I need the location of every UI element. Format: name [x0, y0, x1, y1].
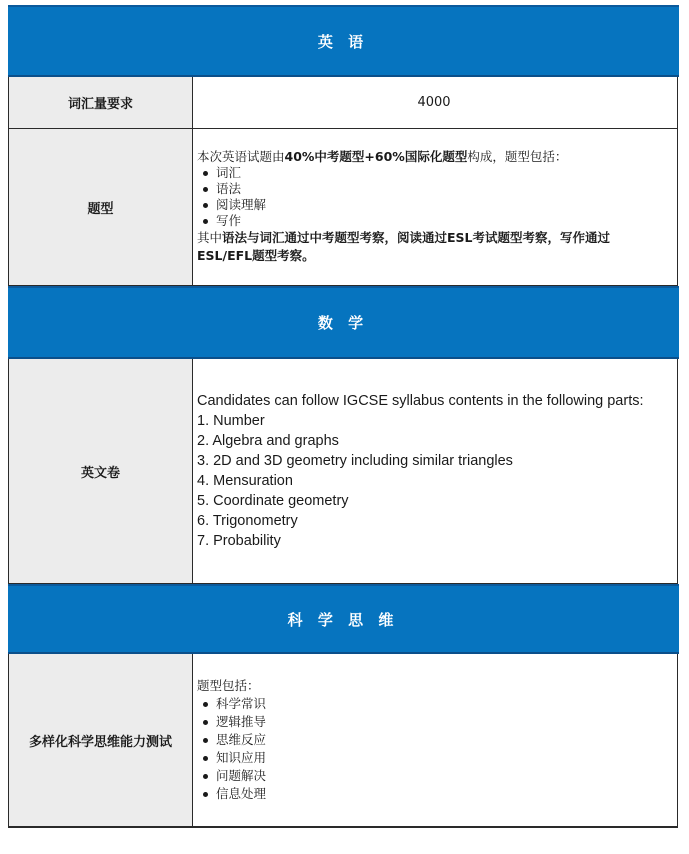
list-item-text: 逻辑推导: [216, 714, 267, 729]
row-label: 题型: [9, 129, 193, 285]
row-label: 词汇量要求: [9, 77, 193, 128]
list-item-text: 阅读理解: [216, 197, 267, 212]
list-item: [197, 213, 671, 229]
bullet-icon: [203, 187, 208, 192]
list-item-text: 语法: [216, 181, 242, 196]
list-item: [197, 695, 671, 713]
row-value: [193, 654, 677, 826]
section-header-english: [8, 5, 679, 77]
bullet-icon: [203, 738, 208, 743]
list-item: [197, 165, 671, 181]
bullet-icon: [203, 774, 208, 779]
list-item: [197, 767, 671, 785]
list-item-text: 问题解决: [216, 768, 267, 783]
vocabulary-count: 4000: [417, 95, 451, 110]
list-item: 6. Trigonometry: [197, 513, 298, 529]
row-label: 多样化科学思维能力测试: [9, 654, 193, 826]
bullet-icon: [203, 792, 208, 797]
intro-text: Candidates can follow IGCSE syllabus contents in the following parts:: [197, 393, 644, 409]
list-item-text: 词汇: [216, 165, 242, 180]
section-title: 数 学: [317, 314, 369, 332]
list-item-text: 写作: [216, 213, 242, 228]
syllabus-table: [8, 5, 678, 828]
list-item-text: 思维反应: [216, 732, 267, 747]
bullet-icon: [203, 756, 208, 761]
bullet-icon: [203, 219, 208, 224]
bullet-icon: [203, 720, 208, 725]
section-title: 科 学 思 维: [287, 610, 399, 629]
list-item: 4. Mensuration: [197, 473, 293, 489]
list-item: [197, 785, 671, 803]
list-item: 2. Algebra and graphs: [197, 433, 339, 449]
section-header-math: [8, 286, 679, 359]
section-title: 英 语: [317, 32, 369, 51]
note-bold-line-1: 语法与词汇通过中考题型考察，阅读通过ESL考试题型考察，写作通过: [222, 230, 611, 245]
row-value: [193, 129, 677, 285]
note-prefix: 其中: [197, 230, 223, 245]
list-item-text: 知识应用: [216, 750, 267, 765]
table-row-science-test: [9, 654, 677, 826]
bullet-icon: [203, 203, 208, 208]
list-item: 3. 2D and 3D geometry including similar triangles: [197, 453, 513, 469]
table-row-question-types: [9, 129, 677, 286]
intro-text: 题型包括：: [197, 678, 260, 693]
note-text: [197, 229, 671, 247]
list-item-text: 科学常识: [216, 696, 267, 711]
bullet-icon: [203, 171, 208, 176]
row-value: [193, 359, 677, 583]
row-label: 英文卷: [9, 359, 193, 583]
table-row-vocabulary: [9, 77, 677, 129]
list-item: 5. Coordinate geometry: [197, 493, 349, 509]
list-item: [197, 731, 671, 749]
intro-prefix: 本次英语试题由: [197, 149, 285, 164]
list-item: 7. Probability: [197, 533, 281, 549]
note-bold-line-2: ESL/EFL题型考察。: [197, 248, 315, 263]
list-item-text: 信息处理: [216, 786, 267, 801]
list-item: [197, 749, 671, 767]
row-value: [193, 77, 677, 128]
intro-text: [197, 149, 671, 165]
list-item: [197, 181, 671, 197]
bullet-icon: [203, 702, 208, 707]
intro-suffix: 构成，题型包括：: [467, 149, 568, 164]
table-row-english-paper: [9, 359, 677, 584]
intro-bold: 40%中考题型+60%国际化题型: [284, 149, 468, 164]
list-item: [197, 713, 671, 731]
list-item: [197, 197, 671, 213]
section-header-science-thinking: [8, 584, 679, 654]
list-item: 1. Number: [197, 413, 265, 429]
